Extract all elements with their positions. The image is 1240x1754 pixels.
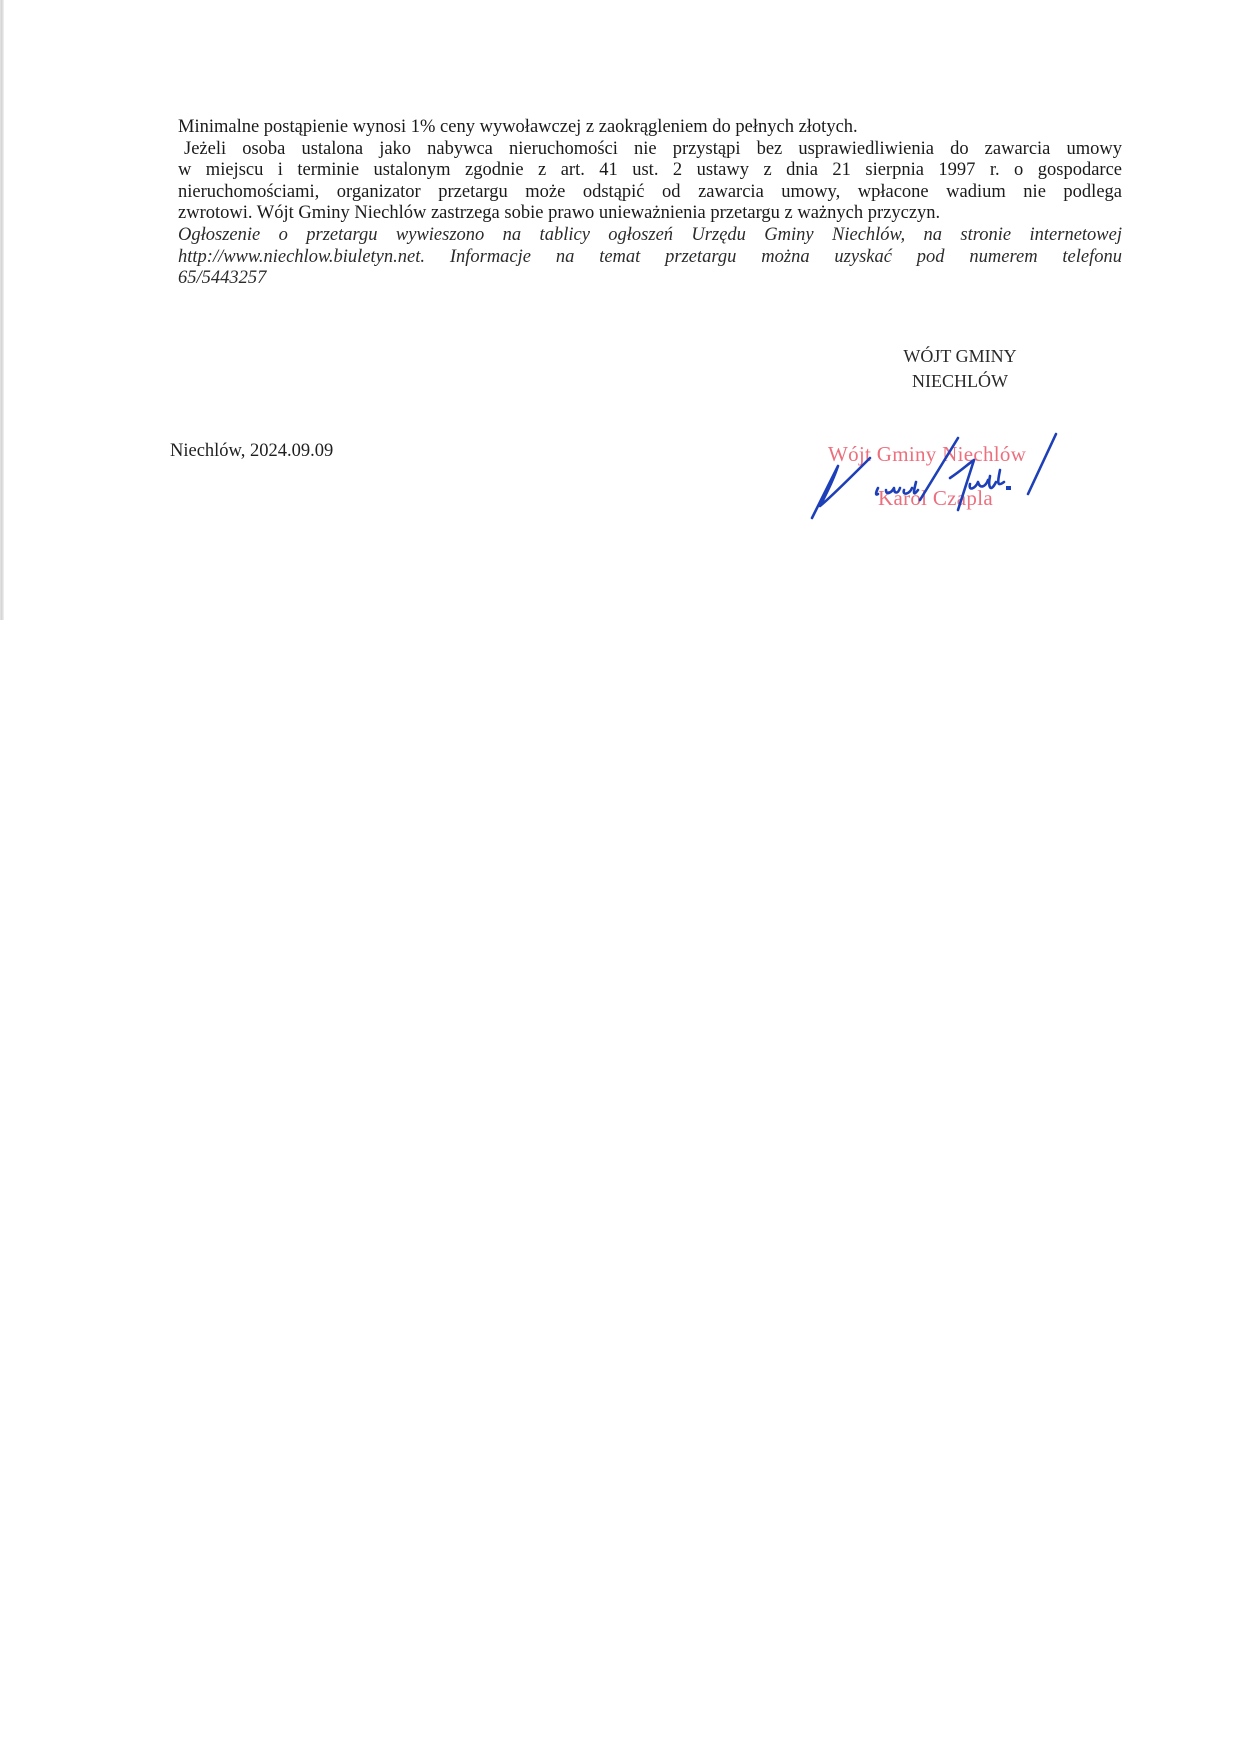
text-line: Minimalne postąpienie wynosi 1% ceny wywoławczej z zaokrągleniem do pełnych złotych. (178, 117, 858, 137)
place-and-date: Niechlów, 2024.09.09 (170, 441, 334, 461)
text-line: http://www.niechlow.biuletyn.net. Informacje na temat przetargu można uzyskać pod numerem telefonu (178, 246, 1122, 267)
authority-name: NIECHLÓW (912, 371, 1008, 391)
stamp-title: Wójt Gminy Niechlów (828, 442, 1027, 466)
stamp-name: Karol Czapla (878, 486, 993, 510)
paragraph-publication-info (178, 225, 1122, 290)
scan-edge-shadow (0, 0, 4, 620)
text-line: nieruchomościami, organizator przetargu może odstąpić od zawarcia umowy, wpłacone wadium nie podlega (178, 181, 1122, 202)
paragraph-buyer-default (178, 139, 1122, 225)
issuing-authority (880, 344, 1040, 394)
text-line: zwrotowi. Wójt Gminy Niechlów zastrzega sobie prawo unieważnienia przetargu z ważnych przyczyn. (178, 203, 941, 224)
authority-title: WÓJT GMINY (903, 346, 1017, 366)
phone-number: 65/5443257 (178, 268, 267, 289)
official-stamp (800, 430, 1060, 530)
text-line: Jeżeli osoba ustalona jako nabywca nieruchomości nie przystąpi bez usprawiedliwienia do zawarcia umowy (184, 138, 1122, 159)
text-line: Ogłoszenie o przetargu wywieszono na tablicy ogłoszeń Urzędu Gminy Niechlów, na stronie internetowej (178, 224, 1122, 245)
handwritten-signature-icon (800, 430, 1060, 530)
body-text (178, 117, 1122, 290)
text-line: w miejscu i terminie ustalonym zgodnie z art. 41 ust. 2 ustawy z dnia 21 sierpnia 1997 r. o gospodarce (178, 160, 1122, 181)
paragraph-min-increment (178, 117, 1122, 139)
